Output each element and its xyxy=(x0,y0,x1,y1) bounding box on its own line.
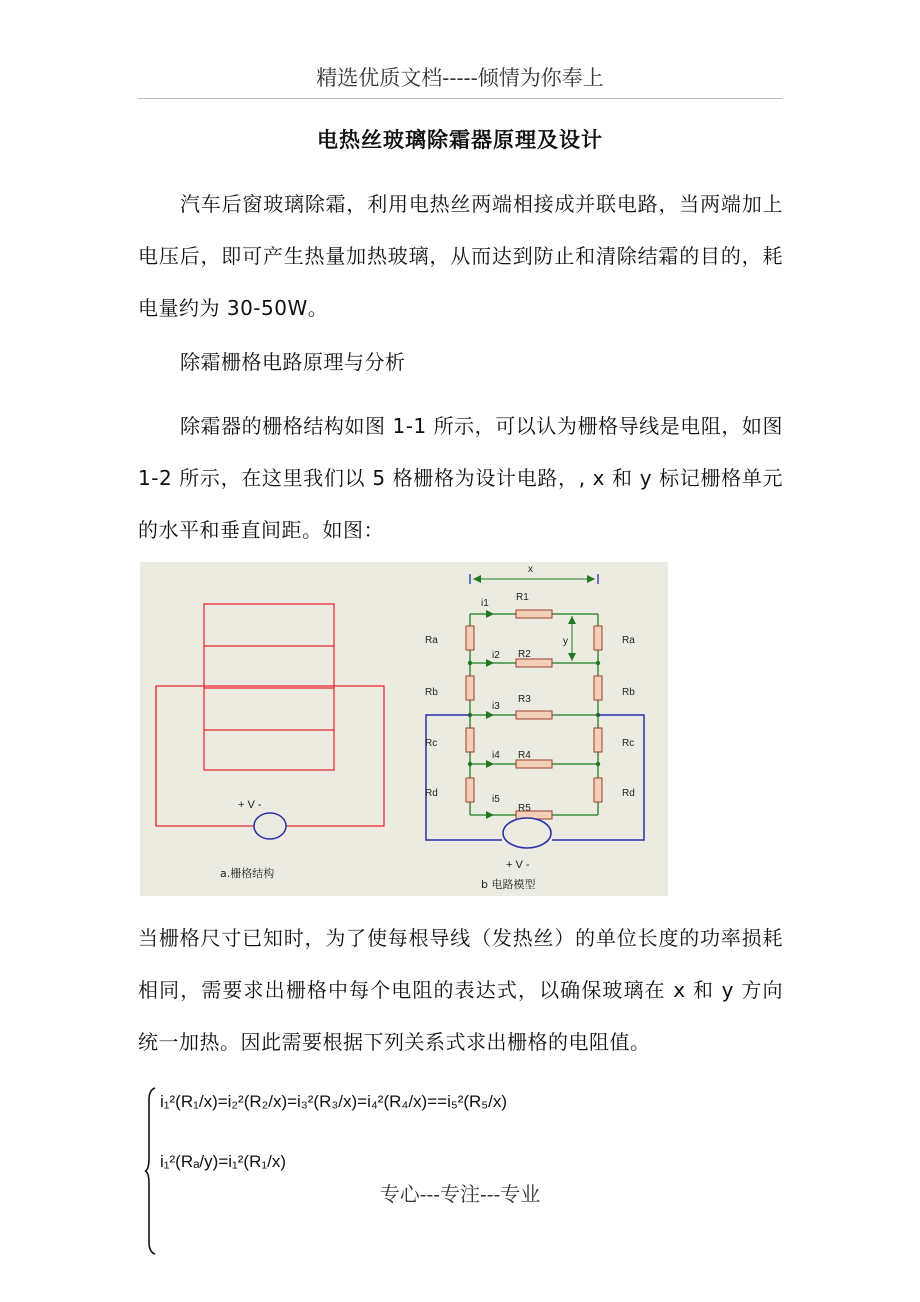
dim-x-label: x xyxy=(528,564,533,575)
resistor-r4 xyxy=(516,760,552,768)
label-rc-left: Rc xyxy=(425,738,438,749)
label-r5: R5 xyxy=(518,803,531,814)
resistor-rd-right xyxy=(594,778,602,802)
grid-structure-diagram xyxy=(156,604,384,826)
paragraph-grid-structure: 除霜器的栅格结构如图 1-1 所示，可以认为栅格导线是电阻，如图 1-2 所示，在这里我们以 5 格栅格为设计电路，, x 和 y 标记栅格单元的水平和垂直间距。如图： xyxy=(138,414,783,542)
resistor-r3 xyxy=(516,711,552,719)
header-divider xyxy=(138,98,783,99)
label-rd-right: Rd xyxy=(622,788,635,799)
grid-outline xyxy=(204,604,334,770)
label-rd-left: Rd xyxy=(425,788,438,799)
current-i1: i1 xyxy=(481,598,489,609)
caption-b: b 电路模型 xyxy=(481,878,536,891)
current-i3: i3 xyxy=(492,701,500,712)
resistor-ra-right xyxy=(594,626,602,650)
label-rc-right: Rc xyxy=(622,738,635,749)
label-ra-left: Ra xyxy=(425,635,438,646)
left-brace-icon xyxy=(143,1086,157,1256)
voltage-source-a xyxy=(254,813,286,839)
caption-a: a.栅格结构 xyxy=(220,867,275,880)
paragraph-intro: 汽车后窗玻璃除霜，利用电热丝两端相接成并联电路，当两端加上电压后，即可产生热量加热玻璃，从而达到防止和清除结霜的目的，耗电量约为 30-50W。 xyxy=(138,192,783,320)
document-title: 电热丝玻璃除霜器原理及设计 xyxy=(317,128,603,152)
resistor-r1 xyxy=(516,610,552,618)
source-label-b: + V - xyxy=(506,859,530,871)
label-rb-left: Rb xyxy=(425,687,438,698)
resistor-rc-left xyxy=(466,728,474,752)
resistor-rd-left xyxy=(466,778,474,802)
label-rb-right: Rb xyxy=(622,687,635,698)
resistor-rb-left xyxy=(466,676,474,700)
label-r1: R1 xyxy=(516,592,529,603)
label-r2: R2 xyxy=(518,649,531,660)
page-header: 精选优质文档-----倾情为你奉上 xyxy=(316,66,604,90)
resistor-r2 xyxy=(516,659,552,667)
resistor-rc-right xyxy=(594,728,602,752)
dim-y-label: y xyxy=(563,636,568,647)
current-i4: i4 xyxy=(492,750,500,761)
resistor-ra-left xyxy=(466,626,474,650)
page-footer: 专心---专注---专业 xyxy=(379,1182,541,1206)
current-i2: i2 xyxy=(492,650,500,661)
current-i5: i5 xyxy=(492,794,500,805)
supply-loop xyxy=(156,686,384,826)
label-r3: R3 xyxy=(518,694,531,705)
resistor-rb-right xyxy=(594,676,602,700)
label-ra-right: Ra xyxy=(622,635,635,646)
figure-grid-and-circuit xyxy=(140,562,668,896)
label-r4: R4 xyxy=(518,750,531,761)
circuit-model-diagram xyxy=(425,564,644,891)
equation-system xyxy=(140,1080,780,1260)
source-label-a: + V - xyxy=(238,799,262,811)
paragraph-resistor-requirement: 当栅格尺寸已知时，为了使每根导线（发热丝）的单位长度的功率损耗相同，需要求出栅格中每个电阻的表达式，以确保玻璃在 x 和 y 方向统一加热。因此需要根据下列关系式求出栅格的电阻值。 xyxy=(138,926,783,1054)
equation-1: i₁²(R₁/x)=i₂²(R₂/x)=i₃²(R₃/x)=i₄²(R₄/x)==i₅²(R₅/x) xyxy=(160,1092,508,1111)
figure-svg xyxy=(140,562,668,896)
voltage-source-b xyxy=(503,818,551,848)
equation-2: i₁²(Rₐ/y)=i₁²(R₁/x) xyxy=(160,1152,286,1171)
section-heading: 除霜栅格电路原理与分析 xyxy=(180,350,406,374)
